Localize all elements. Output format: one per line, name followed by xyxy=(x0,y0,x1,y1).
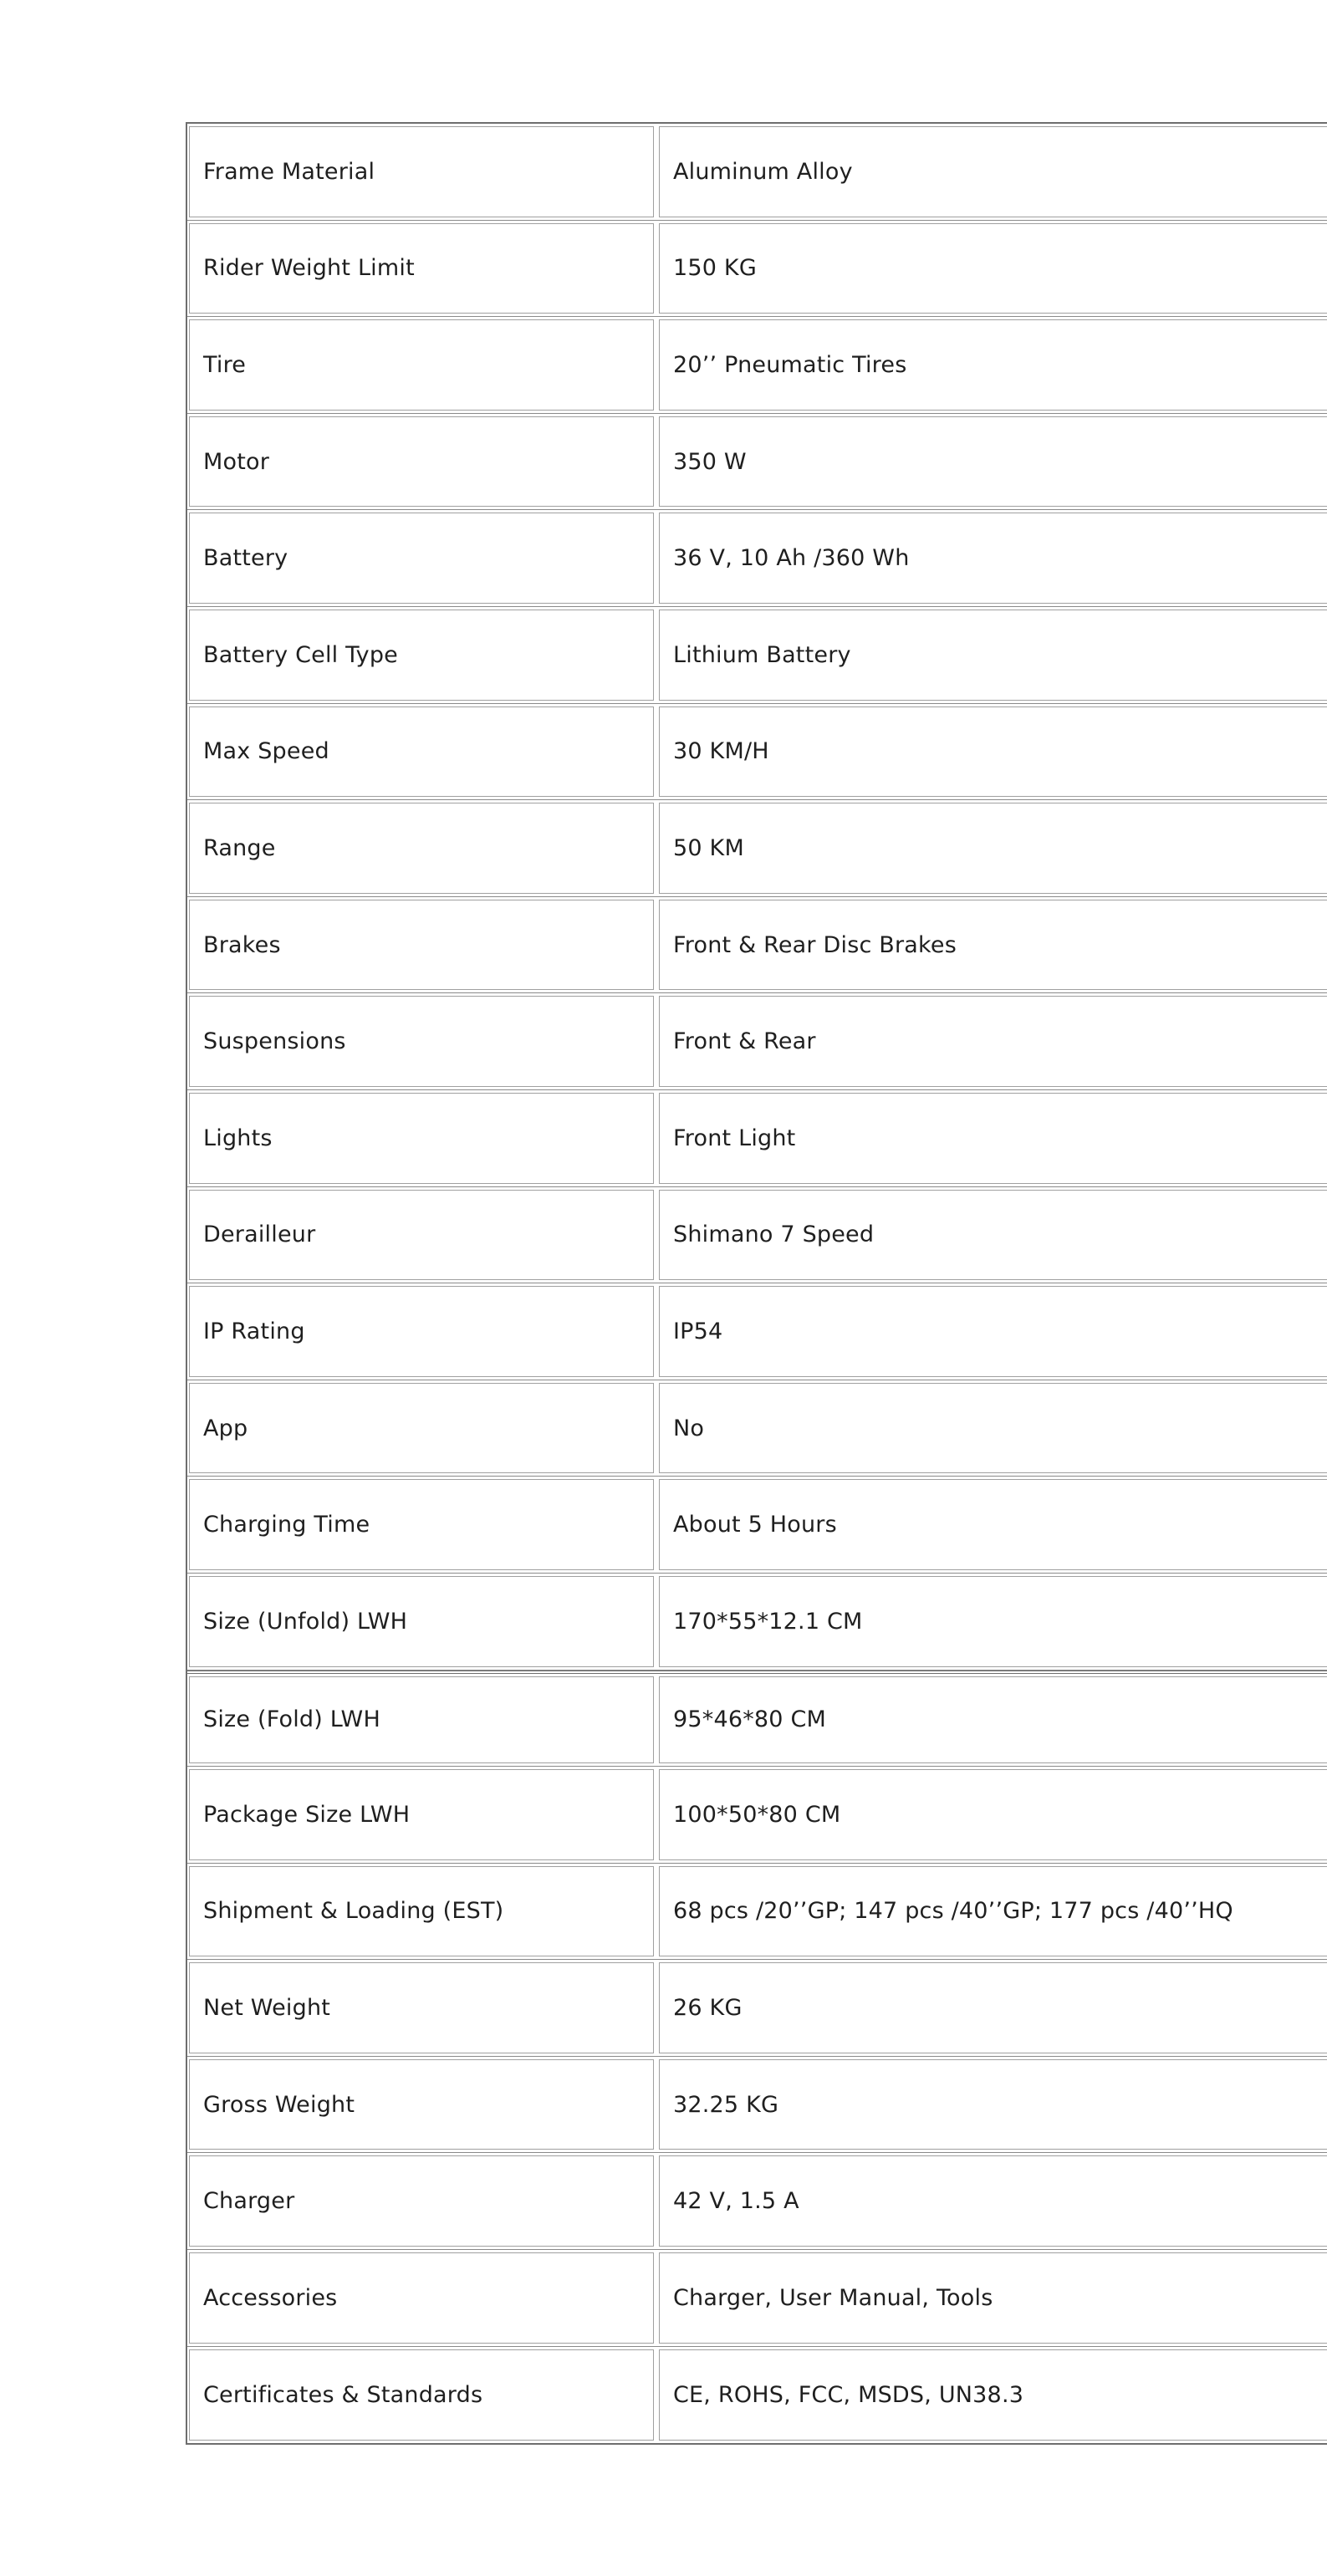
spec-value: Front & Rear xyxy=(659,996,1327,1087)
spec-value: 170*55*12.1 CM xyxy=(659,1576,1327,1667)
spec-value: 32.25 KG xyxy=(659,2059,1327,2150)
spec-label: Battery xyxy=(189,513,654,604)
spec-value: 95*46*80 CM xyxy=(659,1676,1327,1764)
spec-label: Charging Time xyxy=(189,1479,654,1570)
table-row xyxy=(187,993,1327,1090)
table-row xyxy=(187,1671,1327,1767)
spec-label: Max Speed xyxy=(189,706,654,798)
table-row xyxy=(187,2153,1327,2250)
spec-value: Lithium Battery xyxy=(659,610,1327,701)
spec-value: CE, ROHS, FCC, MSDS, UN38.3 xyxy=(659,2349,1327,2441)
spec-label: Accessories xyxy=(189,2252,654,2344)
spec-label: Size (Fold) LWH xyxy=(189,1676,654,1764)
spec-value: Aluminum Alloy xyxy=(659,126,1327,217)
table-row xyxy=(187,1283,1327,1380)
spec-label: Range xyxy=(189,803,654,894)
spec-value: 36 V, 10 Ah /360 Wh xyxy=(659,513,1327,604)
table-row xyxy=(187,704,1327,801)
table-row xyxy=(187,1187,1327,1284)
spec-label: Package Size LWH xyxy=(189,1769,654,1860)
spec-value: 68 pcs /20’’GP; 147 pcs /40’’GP; 177 pcs /40’’HQ xyxy=(659,1866,1327,1957)
spec-label: Shipment & Loading (EST) xyxy=(189,1866,654,1957)
table-row xyxy=(187,607,1327,704)
spec-label: IP Rating xyxy=(189,1286,654,1377)
table-row xyxy=(187,1960,1327,2057)
spec-label: Frame Material xyxy=(189,126,654,217)
table-row xyxy=(187,1864,1327,1961)
spec-value: Front Light xyxy=(659,1093,1327,1184)
table-row xyxy=(187,2347,1327,2444)
spec-value: Shimano 7 Speed xyxy=(659,1190,1327,1281)
spec-label: Tire xyxy=(189,319,654,411)
spec-label: Suspensions xyxy=(189,996,654,1087)
spec-label: Gross Weight xyxy=(189,2059,654,2150)
table-row xyxy=(187,1477,1327,1574)
spec-value: 20’’ Pneumatic Tires xyxy=(659,319,1327,411)
spec-value: 100*50*80 CM xyxy=(659,1769,1327,1860)
spec-value: IP54 xyxy=(659,1286,1327,1377)
spec-value: 50 KM xyxy=(659,803,1327,894)
table-row xyxy=(187,1767,1327,1864)
table-row xyxy=(187,800,1327,897)
spec-value: 30 KM/H xyxy=(659,706,1327,798)
spec-label: Battery Cell Type xyxy=(189,610,654,701)
spec-value: About 5 Hours xyxy=(659,1479,1327,1570)
spec-value: 350 W xyxy=(659,416,1327,508)
spec-value: 42 V, 1.5 A xyxy=(659,2155,1327,2247)
table-row xyxy=(187,2057,1327,2154)
table-row xyxy=(187,221,1327,318)
spec-label: Brakes xyxy=(189,900,654,991)
spec-label: Size (Unfold) LWH xyxy=(189,1576,654,1667)
spec-label: Rider Weight Limit xyxy=(189,223,654,314)
spec-value: No xyxy=(659,1383,1327,1474)
spec-label: App xyxy=(189,1383,654,1474)
table-row xyxy=(187,2250,1327,2347)
spec-table xyxy=(186,122,1327,2445)
spec-label: Net Weight xyxy=(189,1962,654,2053)
spec-label: Certificates & Standards xyxy=(189,2349,654,2441)
spec-value: Front & Rear Disc Brakes xyxy=(659,900,1327,991)
table-row xyxy=(187,1380,1327,1477)
table-row xyxy=(187,124,1327,221)
spec-value: 26 KG xyxy=(659,1962,1327,2053)
table-row xyxy=(187,897,1327,994)
spec-label: Lights xyxy=(189,1093,654,1184)
table-row xyxy=(187,510,1327,607)
spec-label: Derailleur xyxy=(189,1190,654,1281)
table-row xyxy=(187,1574,1327,1671)
table-row xyxy=(187,1090,1327,1187)
table-row xyxy=(187,317,1327,414)
spec-label: Charger xyxy=(189,2155,654,2247)
spec-label: Motor xyxy=(189,416,654,508)
spec-value: Charger, User Manual, Tools xyxy=(659,2252,1327,2344)
table-row xyxy=(187,414,1327,511)
spec-value: 150 KG xyxy=(659,223,1327,314)
